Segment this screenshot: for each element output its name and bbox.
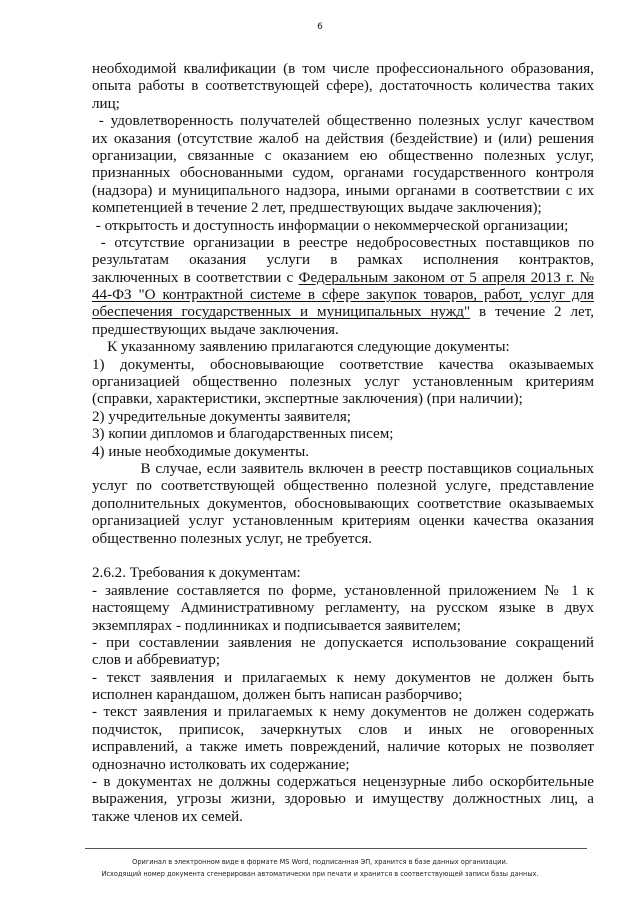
- text-line: [92, 61, 594, 78]
- line-text: 2) учредительные документы заявителя;: [92, 408, 351, 425]
- line-text: организации, связанные с оказанием ею общественно полезных услуг,: [92, 147, 594, 164]
- law-reference-link[interactable]: обеспечения государственных и муниципальных нужд": [92, 304, 471, 321]
- text-line: [92, 652, 594, 669]
- line-text: лиц;: [92, 95, 120, 112]
- line-text: - текст заявления и прилагаемых к нему документов не должен содержать: [92, 704, 594, 721]
- line-text: 2.6.2. Требования к документам:: [92, 565, 301, 582]
- line-text: необходимой квалификации (в том числе профессионального образования,: [92, 61, 594, 77]
- text-line: [92, 670, 594, 687]
- text-line: [92, 478, 594, 495]
- line-text: экземплярах - подлинниках и подписывается заявителем;: [92, 617, 461, 634]
- line-text: - при составлении заявления не допускается использование сокращений: [92, 634, 594, 651]
- line-text: результатам оказания услуги в рамках исполнения контрактов,: [92, 252, 594, 269]
- line-text: компетенцией в течение 2 лет, предшествующих выдаче заключения);: [92, 200, 542, 217]
- text-line: [92, 583, 594, 600]
- text-line: [92, 113, 594, 130]
- line-text: организацией услуг установленным критериям оценки качества оказания: [92, 513, 594, 530]
- line-text: в течение 2 лет,: [470, 304, 594, 321]
- text-line: [92, 235, 594, 252]
- text-line: [92, 96, 594, 113]
- line-text: 4) иные необходимые документы.: [92, 443, 310, 460]
- line-text: - текст заявления и прилагаемых к нему документов не должен быть: [92, 669, 594, 686]
- text-line: [92, 270, 594, 287]
- line-text: их оказания (отсутствие жалоб на действия (бездействие) и (или) решения: [92, 130, 594, 147]
- text-line: [92, 444, 594, 461]
- line-text: заключенных в соответствии с: [92, 269, 299, 286]
- text-line: [92, 496, 594, 513]
- line-text: выражения, угрозы жизни, здоровью и имуществу должностных лиц, а: [92, 791, 594, 808]
- line-text: признанных обоснованными судом, органами государственного контроля: [92, 165, 594, 182]
- line-text: (справки, характеристики, экспертные заключения) (при наличии);: [92, 391, 523, 408]
- line-text: - отсутствие организации в реестре недобросовестных поставщиков по: [92, 234, 594, 251]
- text-line: [92, 809, 594, 826]
- line-text: настоящему Административному регламенту, на русском языке в двух: [92, 600, 594, 617]
- text-line: [92, 304, 594, 321]
- footer-divider: [85, 848, 587, 849]
- text-line: [92, 461, 594, 478]
- text-line: [92, 322, 594, 339]
- law-reference-link[interactable]: 44-ФЗ "О контрактной системе в сфере закупок товаров, работ, услуг для: [92, 287, 594, 304]
- page-footer: [0, 856, 640, 880]
- footer-note-number: Исходящий номер документа сгенерирован автоматически при печати и хранится в соответствующей записи базы данных.: [101, 870, 539, 878]
- text-line: [92, 391, 594, 408]
- footer-note-original: Оригинал в электронном виде в формате MS Word, подписанная ЭП, хранится в базе данных организации.: [132, 858, 508, 866]
- line-text: дополнительных документов, обосновывающих соответствие оказываемых: [92, 495, 594, 512]
- text-line: [92, 618, 594, 635]
- text-line: [92, 722, 594, 739]
- line-text: - открытость и доступность информации о некоммерческой организации;: [92, 217, 569, 234]
- text-line: [92, 635, 594, 652]
- line-text: - заявление составляется по форме, установленной приложением № 1 к: [92, 582, 594, 599]
- paragraph-spacer: [92, 548, 594, 565]
- text-line: [92, 565, 594, 582]
- line-text: - удовлетворенность получателей общественно полезных услуг качеством: [92, 113, 594, 130]
- line-text: услуг по соответствующей общественно полезной услуге, представление: [92, 478, 594, 495]
- text-line: [92, 252, 594, 269]
- line-text: также членов их семей.: [92, 808, 243, 825]
- line-text: однозначно истолковать их содержание;: [92, 756, 350, 773]
- text-line: [92, 357, 594, 374]
- line-text: слов и аббревиатур;: [92, 652, 221, 669]
- line-text: В случае, если заявитель включен в реестр поставщиков социальных: [92, 460, 594, 477]
- text-line: [92, 200, 594, 217]
- text-line: [92, 218, 594, 235]
- text-line: [92, 757, 594, 774]
- text-line: [92, 791, 594, 808]
- text-line: [92, 774, 594, 791]
- law-reference-link[interactable]: Федеральным законом от 5 апреля 2013 г. №: [298, 269, 594, 286]
- line-text: предшествующих выдаче заключения.: [92, 321, 339, 338]
- line-text: исправлений, а также иметь повреждений, наличие которых не позволяет: [92, 739, 594, 756]
- line-text: опыта работы в соответствующей сфере), достаточность количества таких: [92, 78, 594, 95]
- text-line: [92, 339, 594, 356]
- text-line: [92, 165, 594, 182]
- text-line: [92, 600, 594, 617]
- text-line: [92, 183, 594, 200]
- text-line: [92, 687, 594, 704]
- line-text: (надзора) и муниципального надзора, иными органами в соответствии с их: [92, 182, 594, 199]
- text-line: [92, 426, 594, 443]
- line-text: - в документах не должны содержаться нецензурные либо оскорбительные: [92, 774, 594, 791]
- line-text: общественно полезных услуг, не требуется.: [92, 530, 373, 547]
- text-line: [92, 148, 594, 165]
- line-text: 1) документы, обосновывающие соответствие качества оказываемых: [92, 356, 594, 373]
- text-line: [92, 739, 594, 756]
- document-body: [92, 61, 594, 826]
- line-text: подчисток, приписок, зачеркнутых слов и иных не оговоренных: [92, 721, 594, 738]
- text-line: [92, 287, 594, 304]
- line-text: исполнен карандашом, должен быть написан разборчиво;: [92, 687, 463, 704]
- text-line: [92, 531, 594, 548]
- line-text: организацией общественно полезных услуг установленным критериям: [92, 374, 594, 391]
- text-line: [92, 374, 594, 391]
- line-text: 3) копии дипломов и благодарственных писем;: [92, 426, 394, 443]
- text-line: [92, 513, 594, 530]
- line-text: К указанному заявлению прилагаются следующие документы:: [92, 339, 510, 356]
- text-line: [92, 131, 594, 148]
- text-line: [92, 409, 594, 426]
- page-number: 6: [317, 22, 323, 32]
- text-line: [92, 704, 594, 721]
- text-line: [92, 78, 594, 95]
